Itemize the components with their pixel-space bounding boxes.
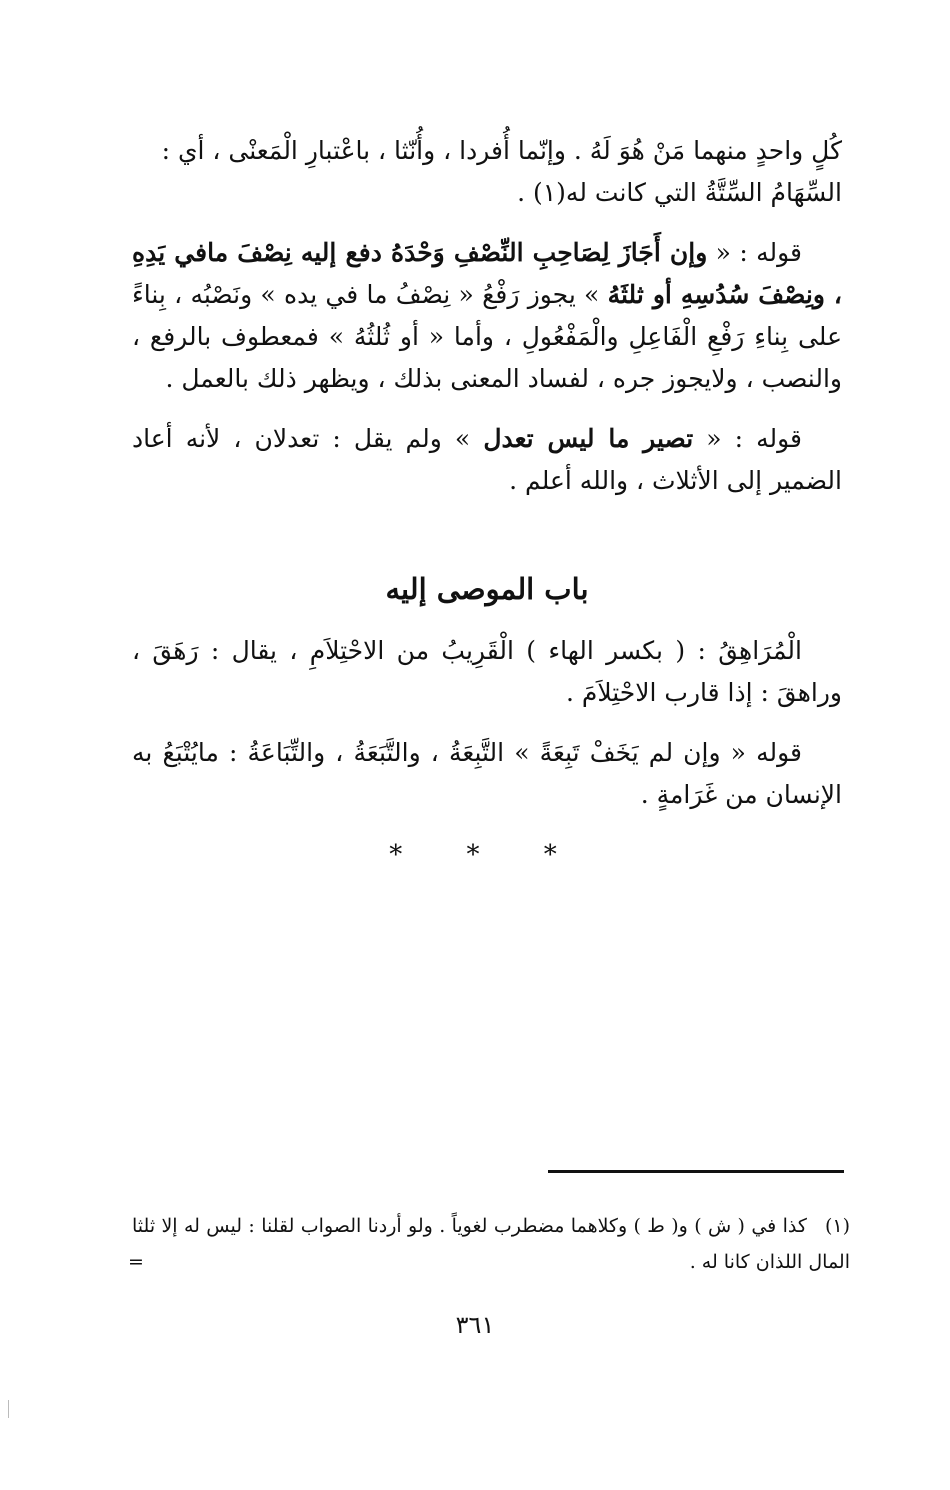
paragraph-2-quoted-text: وإن أَجَازَ لِصَاحِبِ النِّصْفِ وَحْدَهُ دفع إليه نِصْفَ مافي يَدِهِ ، ونِصْفَ سُدُسِهِ أو ثلثَهُ bbox=[132, 238, 842, 309]
section-separator-stars: * * * bbox=[389, 840, 585, 870]
paragraph-1-line-2: السِّهَامُ السِّتَّةُ التي كانت له(١) . bbox=[517, 178, 842, 207]
paragraph-4: الْمُرَاهِقُ : ( بكسر الهاء ) الْقَرِيبُ من الاحْتِلاَمِ ، يقال : رَهَقَ ، وراهقَ : إذا قارب الاحْتِلاَمَ . bbox=[132, 636, 842, 707]
main-text-bottom bbox=[132, 630, 842, 816]
paragraph-3-quoted-text: تصير ما ليس تعدل bbox=[483, 424, 694, 453]
footnote-divider bbox=[548, 1170, 844, 1173]
page-number: ٣٦١ bbox=[455, 1311, 495, 1339]
paragraph-2-commentary: » يجوز رَفْعُ « نِصْفُ ما في يده » ونَصْبُه ، بِناءً على بِناءِ رَفْعِ الْفَاعِلِ والْمَفْعُولِ ، وأما « أو ثُلثُهُ » فمعطوف بالرفع ، والنصب ، ولايجوز جره ، لفساد المعنى بذلك ، ويظهر ذلك بالعمل . bbox=[132, 280, 842, 393]
paragraph-3 bbox=[132, 418, 842, 502]
paragraph-2 bbox=[132, 232, 842, 400]
paragraph-2-prefix: قوله : « bbox=[707, 238, 802, 267]
footnote-1 bbox=[132, 1208, 850, 1280]
main-text-top bbox=[132, 130, 842, 502]
paragraph-3-prefix: قوله : « bbox=[693, 424, 803, 453]
section-heading: باب الموصى إليه bbox=[385, 572, 589, 606]
footnote-number: (١) bbox=[824, 1215, 850, 1237]
footnote-continuation-mark: = bbox=[128, 1251, 144, 1273]
scan-margin-mark bbox=[8, 1400, 9, 1418]
paragraph-3-commentary: » ولم يقل : تعدلان ، لأنه أعاد الضمير إلى الأثلاث ، والله أعلم . bbox=[132, 424, 842, 495]
paragraph-1-line-1: كُلٍ واحدٍ منهما مَنْ هُوَ لَهُ . وإنّما أُفردا ، وأُنّثا ، باعْتبارِ الْمَعنْى ، أي : bbox=[161, 136, 842, 165]
paragraph-1 bbox=[132, 130, 842, 214]
footnote-text: كذا في ( ش ) و( ط ) وكلاهما مضطرب لغوياً . ولو أردنا الصواب لقلنا : ليس له إلا ثلثا المال اللذان كانا له . bbox=[132, 1215, 850, 1273]
paragraph-5: قوله « وإن لم يَخَفْ تَبِعَةً » التَّبِعَةُ ، والتَّبَعَةُ ، والتِّبَاعَةُ : مايُتْبَعُ به الإنسان من غَرَامةٍ . bbox=[132, 738, 842, 809]
